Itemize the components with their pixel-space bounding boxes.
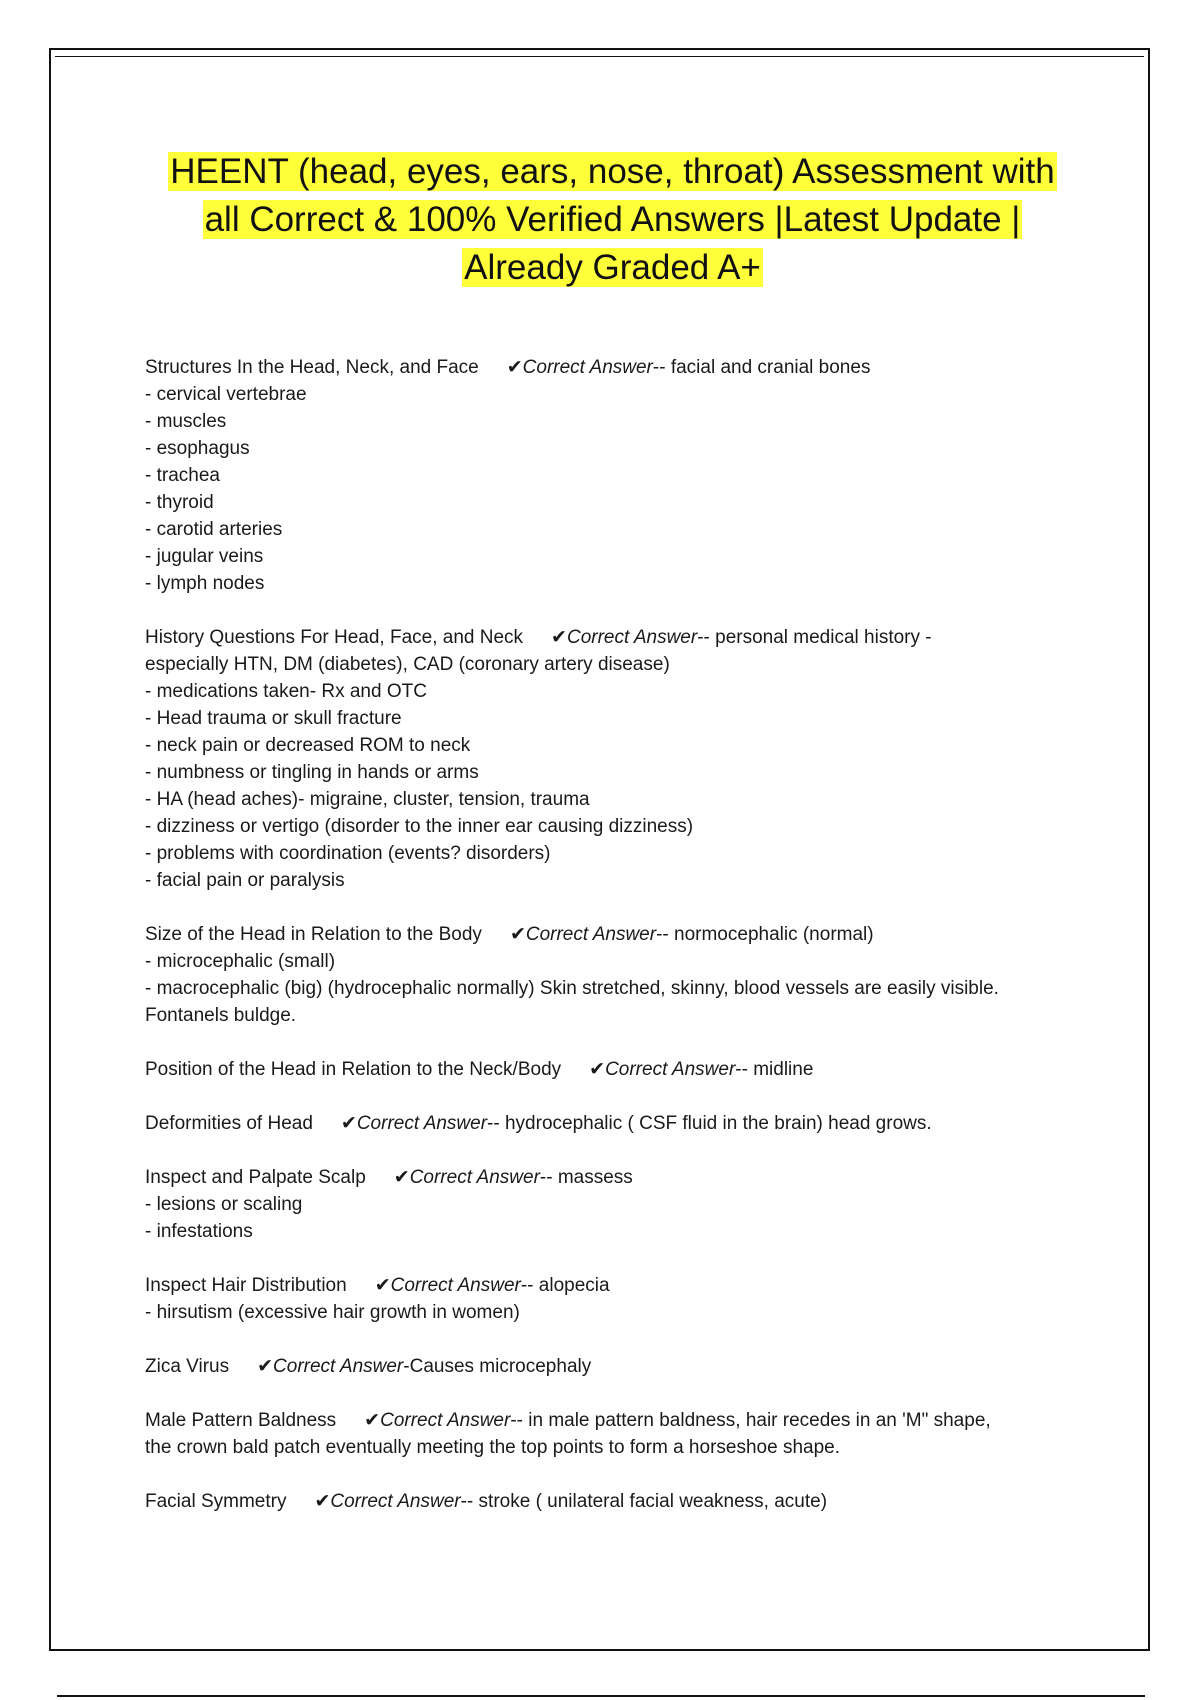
qa-first-line	[145, 921, 1080, 948]
answer-line: - lymph nodes	[145, 573, 265, 594]
correct-answer-label: Correct Answer	[380, 1410, 511, 1431]
answer-separator: --	[539, 1167, 558, 1188]
answer-separator: --	[652, 357, 671, 378]
question-text: Position of the Head in Relation to the Neck/Body	[145, 1059, 562, 1080]
answer-text: facial and cranial bones	[670, 357, 871, 378]
answer-separator: --	[510, 1410, 529, 1431]
answer-line: the crown bald patch eventually meeting the top points to form a horseshoe shape.	[145, 1437, 840, 1458]
qa-first-line	[145, 1272, 1080, 1299]
answer-text: personal medical history -	[715, 627, 932, 648]
answer-line: Fontanels buldge.	[145, 1005, 297, 1026]
title-line: Already Graded A+	[464, 248, 761, 287]
answer-line: especially HTN, DM (diabetes), CAD (coronary artery disease)	[145, 654, 670, 675]
checkmark-icon: ✔	[364, 1410, 381, 1431]
answer-text: midline	[753, 1059, 814, 1080]
checkmark-icon: ✔	[506, 357, 523, 378]
answer-separator: --	[487, 1113, 505, 1134]
answer-line: - facial pain or paralysis	[145, 870, 345, 891]
checkmark-icon: ✔	[374, 1275, 391, 1296]
qa-item	[145, 1488, 1080, 1515]
correct-answer-label: Correct Answer	[605, 1059, 736, 1080]
document-title	[145, 148, 1080, 292]
answer-separator: -	[403, 1356, 410, 1377]
answer-text: normocephalic (normal)	[674, 924, 874, 945]
qa-first-line	[145, 624, 1080, 651]
correct-answer-label: Correct Answer	[273, 1356, 404, 1377]
answer-line: - esophagus	[145, 438, 250, 459]
bottom-rule	[57, 1695, 1145, 1697]
qa-item	[145, 1110, 1080, 1137]
answer-line: - cervical vertebrae	[145, 384, 307, 405]
qa-first-line	[145, 1164, 1080, 1191]
checkmark-icon: ✔	[509, 924, 526, 945]
qa-first-line	[145, 354, 1080, 381]
answer-line: - Head trauma or skull fracture	[145, 708, 402, 729]
qa-item	[145, 354, 1080, 597]
question-text: Zica Virus	[145, 1356, 230, 1377]
qa-first-line	[145, 1488, 1080, 1515]
correct-answer-label: Correct Answer	[356, 1113, 488, 1134]
question-text: Male Pattern Baldness	[145, 1410, 337, 1431]
qa-first-line	[145, 1407, 1080, 1434]
answer-line: - trachea	[145, 465, 220, 486]
qa-item	[145, 1407, 1080, 1461]
answer-line: - thyroid	[145, 492, 214, 513]
answer-text: massess	[557, 1167, 633, 1188]
answer-line: - infestations	[145, 1221, 253, 1242]
question-text: Deformities of Head	[145, 1113, 313, 1134]
checkmark-icon: ✔	[340, 1113, 357, 1134]
answer-line: - dizziness or vertigo (disorder to the inner ear causing dizziness)	[145, 816, 694, 837]
answer-line: - macrocephalic (big) (hydrocephalic normally) Skin stretched, skinny, blood vessels are easily visible.	[145, 978, 999, 999]
correct-answer-label: Correct Answer	[525, 924, 657, 945]
qa-item	[145, 1272, 1080, 1326]
document-body	[145, 148, 1080, 1542]
title-line: HEENT (head, eyes, ears, nose, throat) Assessment with	[170, 152, 1055, 191]
checkmark-icon: ✔	[314, 1491, 331, 1512]
title-line: all Correct & 100% Verified Answers |Latest Update |	[204, 200, 1021, 239]
answer-separator: --	[697, 627, 716, 648]
question-text: Inspect and Palpate Scalp	[145, 1167, 366, 1188]
correct-answer-label: Correct Answer	[522, 357, 653, 378]
top-rule	[55, 56, 1144, 57]
answer-separator: --	[656, 924, 675, 945]
question-text: Inspect Hair Distribution	[145, 1275, 347, 1296]
answer-separator: --	[520, 1275, 539, 1296]
qa-first-line	[145, 1056, 1080, 1083]
answer-line: - neck pain or decreased ROM to neck	[145, 735, 471, 756]
checkmark-icon: ✔	[257, 1356, 274, 1377]
correct-answer-label: Correct Answer	[330, 1491, 461, 1512]
answer-line: - numbness or tingling in hands or arms	[145, 762, 479, 783]
answer-text: alopecia	[538, 1275, 610, 1296]
qa-item	[145, 1353, 1080, 1380]
question-text: Facial Symmetry	[145, 1491, 287, 1512]
question-text: Structures In the Head, Neck, and Face	[145, 357, 479, 378]
qa-list	[145, 354, 1080, 1515]
answer-line: - HA (head aches)- migraine, cluster, tension, trauma	[145, 789, 590, 810]
answer-separator: --	[735, 1059, 754, 1080]
qa-item	[145, 1056, 1080, 1083]
checkmark-icon: ✔	[551, 627, 567, 648]
answer-text: hydrocephalic ( CSF fluid in the brain) head grows.	[504, 1113, 932, 1134]
answer-line: - medications taken- Rx and OTC	[145, 681, 427, 702]
answer-line: - carotid arteries	[145, 519, 283, 540]
answer-line: - problems with coordination (events? disorders)	[145, 843, 551, 864]
answer-line: - jugular veins	[145, 546, 264, 567]
qa-first-line	[145, 1353, 1080, 1380]
correct-answer-label: Correct Answer	[409, 1167, 540, 1188]
qa-item	[145, 921, 1080, 1029]
question-text: History Questions For Head, Face, and Neck	[145, 627, 524, 648]
answer-line: - muscles	[145, 411, 227, 432]
answer-text: Causes microcephaly	[409, 1356, 592, 1377]
answer-line: - hirsutism (excessive hair growth in women)	[145, 1302, 520, 1323]
qa-first-line	[145, 1110, 1080, 1137]
checkmark-icon: ✔	[589, 1059, 606, 1080]
answer-line: - lesions or scaling	[145, 1194, 303, 1215]
qa-item	[145, 624, 1080, 894]
answer-text: in male pattern baldness, hair recedes in an 'M" shape,	[528, 1410, 991, 1431]
qa-item	[145, 1164, 1080, 1245]
checkmark-icon: ✔	[393, 1167, 410, 1188]
question-text: Size of the Head in Relation to the Body	[145, 924, 482, 945]
answer-text: stroke ( unilateral facial weakness, acute)	[478, 1491, 828, 1512]
correct-answer-label: Correct Answer	[390, 1275, 521, 1296]
correct-answer-label: Correct Answer	[566, 627, 698, 648]
answer-line: - microcephalic (small)	[145, 951, 336, 972]
answer-separator: --	[460, 1491, 479, 1512]
